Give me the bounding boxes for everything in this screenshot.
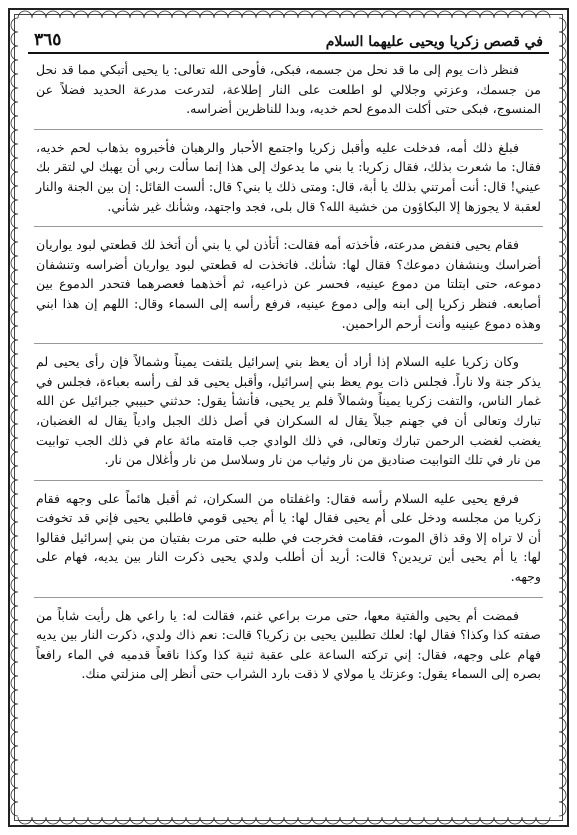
paragraph-5: فرفع يحيى عليه السلام رأسه فقال: واغفلتاه من السكران، ثم أقبل هائماً على وجهه فقام زكريا من مجلسه ودخل على أم يحيى فقال لها: يا أم يحيى قومي فاطلبي يحيى فإني قد تخوفت أن لا تراه إلا وقد ذاق الموت، فقامت فخرجت في طلبه حتى مرت بفتيان من بني إسرائيل فقالوا لها: يا أم يحيى أين تريدين؟ قالت: أريد أن أطلب ولدي يحيى ذكرت النار بين يديه، فهام على وجهه. [36,490,541,585]
separator-line [34,226,543,227]
paragraph-3: فقام يحيى فنفض مدرعته، فأخذته أمه فقالت: أتأذن لي يا بني أن أتخذ لك قطعتي لبود يواريان أضراسك وينشفان دموعك؟ فقال لها: شأنك. فاتخذت له قطعتي لبود يواريان أضراسه وتنشفان دموعه، حتى ابتلتا من دموع عينيه، فحسر عن ذراعيه، ثم أخذهما فعصرهما فتحدر الدموع بين أصابعه. فنظر زكريا إلى ابنه وإلى دموع عينيه، فرفع رأسه إلى السماء وقال: اللهم إن هذا ابني وهذه دموع عينيه وأنت أرحم الراحمين. [36,237,541,331]
paragraph-4: وكان زكريا عليه السلام إذا أراد أن يعظ بني إسرائيل يلتفت يميناً وشمالاً فإن رأى يحيى لم يذكر جنة ولا ناراً. فجلس ذات يوم يعظ بني إسرائيل، وأقبل يحيى قد لف رأسه بعباءة، فجلس في غمار الناس، والتفت زكريا يميناً وشمالاً فلم ير يحيى، فأنشأ يقول: حدثني حبيبي جبرائيل عن الله تبارك وتعالى أن في جهنم جبلاً يقال له السكران في أصل ذلك الجبل وادياً يقال له الغضبان، يغضب لغضب الرحمن تبارك وتعالى، في ذلك الوادي جب قامته مائة عام في ذلك الجب توابيت من نار في تلك التوابيت صناديق من نار وثياب من نار وسلاسل من نار وأغلال من نار. [36,354,541,468]
running-header [28,26,549,54]
separator-line [34,129,543,130]
separator-line [34,343,543,344]
page-number: ٣٦٥ [34,30,62,50]
page-content [28,26,549,810]
paragraph-2: فبلغ ذلك أمه، فدخلت عليه وأقبل زكريا واجتمع الأحبار والرهبان فأخبروه بذهاب لحم خديه، فقال: ما شعرت بذلك، فقال زكريا: يا بني ما يدعوك إلى هذا إنما سألت ربي أن يهبك لي لتقر بك عيني! قال: أنت أمرتني بذلك يا أبة، قال: ومتى ذلك يا بني؟ قال: ألست القائل: إن بين الجنة والنار لعقبة لا يجوزها إلا البكاؤون من خشية الله؟ قال بلى، فجد واجتهد، وشأنك غير شأني. [36,139,541,214]
chapter-title: في قصص زكريا ويحيى عليهما السلام [325,34,543,50]
separator-line [34,480,543,481]
paragraph-1: فنظر ذات يوم إلى ما قد نحل من جسمه، فبكى، فأوحى الله تعالى: يا يحيى أتبكي مما قد نحل من جسمك، وعزتي وجلالي لو اطلعت على النار إطلاعة، لتدرعت مدرعة الحديد فضلاً عن المنسوج، فبكى حتى أكلت الدموع لحم خديه، وبدا للناظرين أضراسه. [36,62,541,117]
separator-line [34,597,543,598]
paragraph-6: فمضت أم يحيى والفتية معها، حتى مرت براعي غنم، فقالت له: يا راعي هل رأيت شاباً من صفته كذا وكذا؟ فقال لها: لعلك تطلبين يحيى بن زكريا؟ قالت: نعم ذاك ولدي، ذكرت النار بين يديه فهام على وجهه، فقال: إني تركته الساعة على عقبة ثنية كذا وكذا ناقعاً قدميه في الماء رافعاً بصره إلى السماء يقول: وعزتك يا مولاي لا ذقت بارد الشراب حتى أنظر إلى منزلتي منك. [36,607,541,682]
